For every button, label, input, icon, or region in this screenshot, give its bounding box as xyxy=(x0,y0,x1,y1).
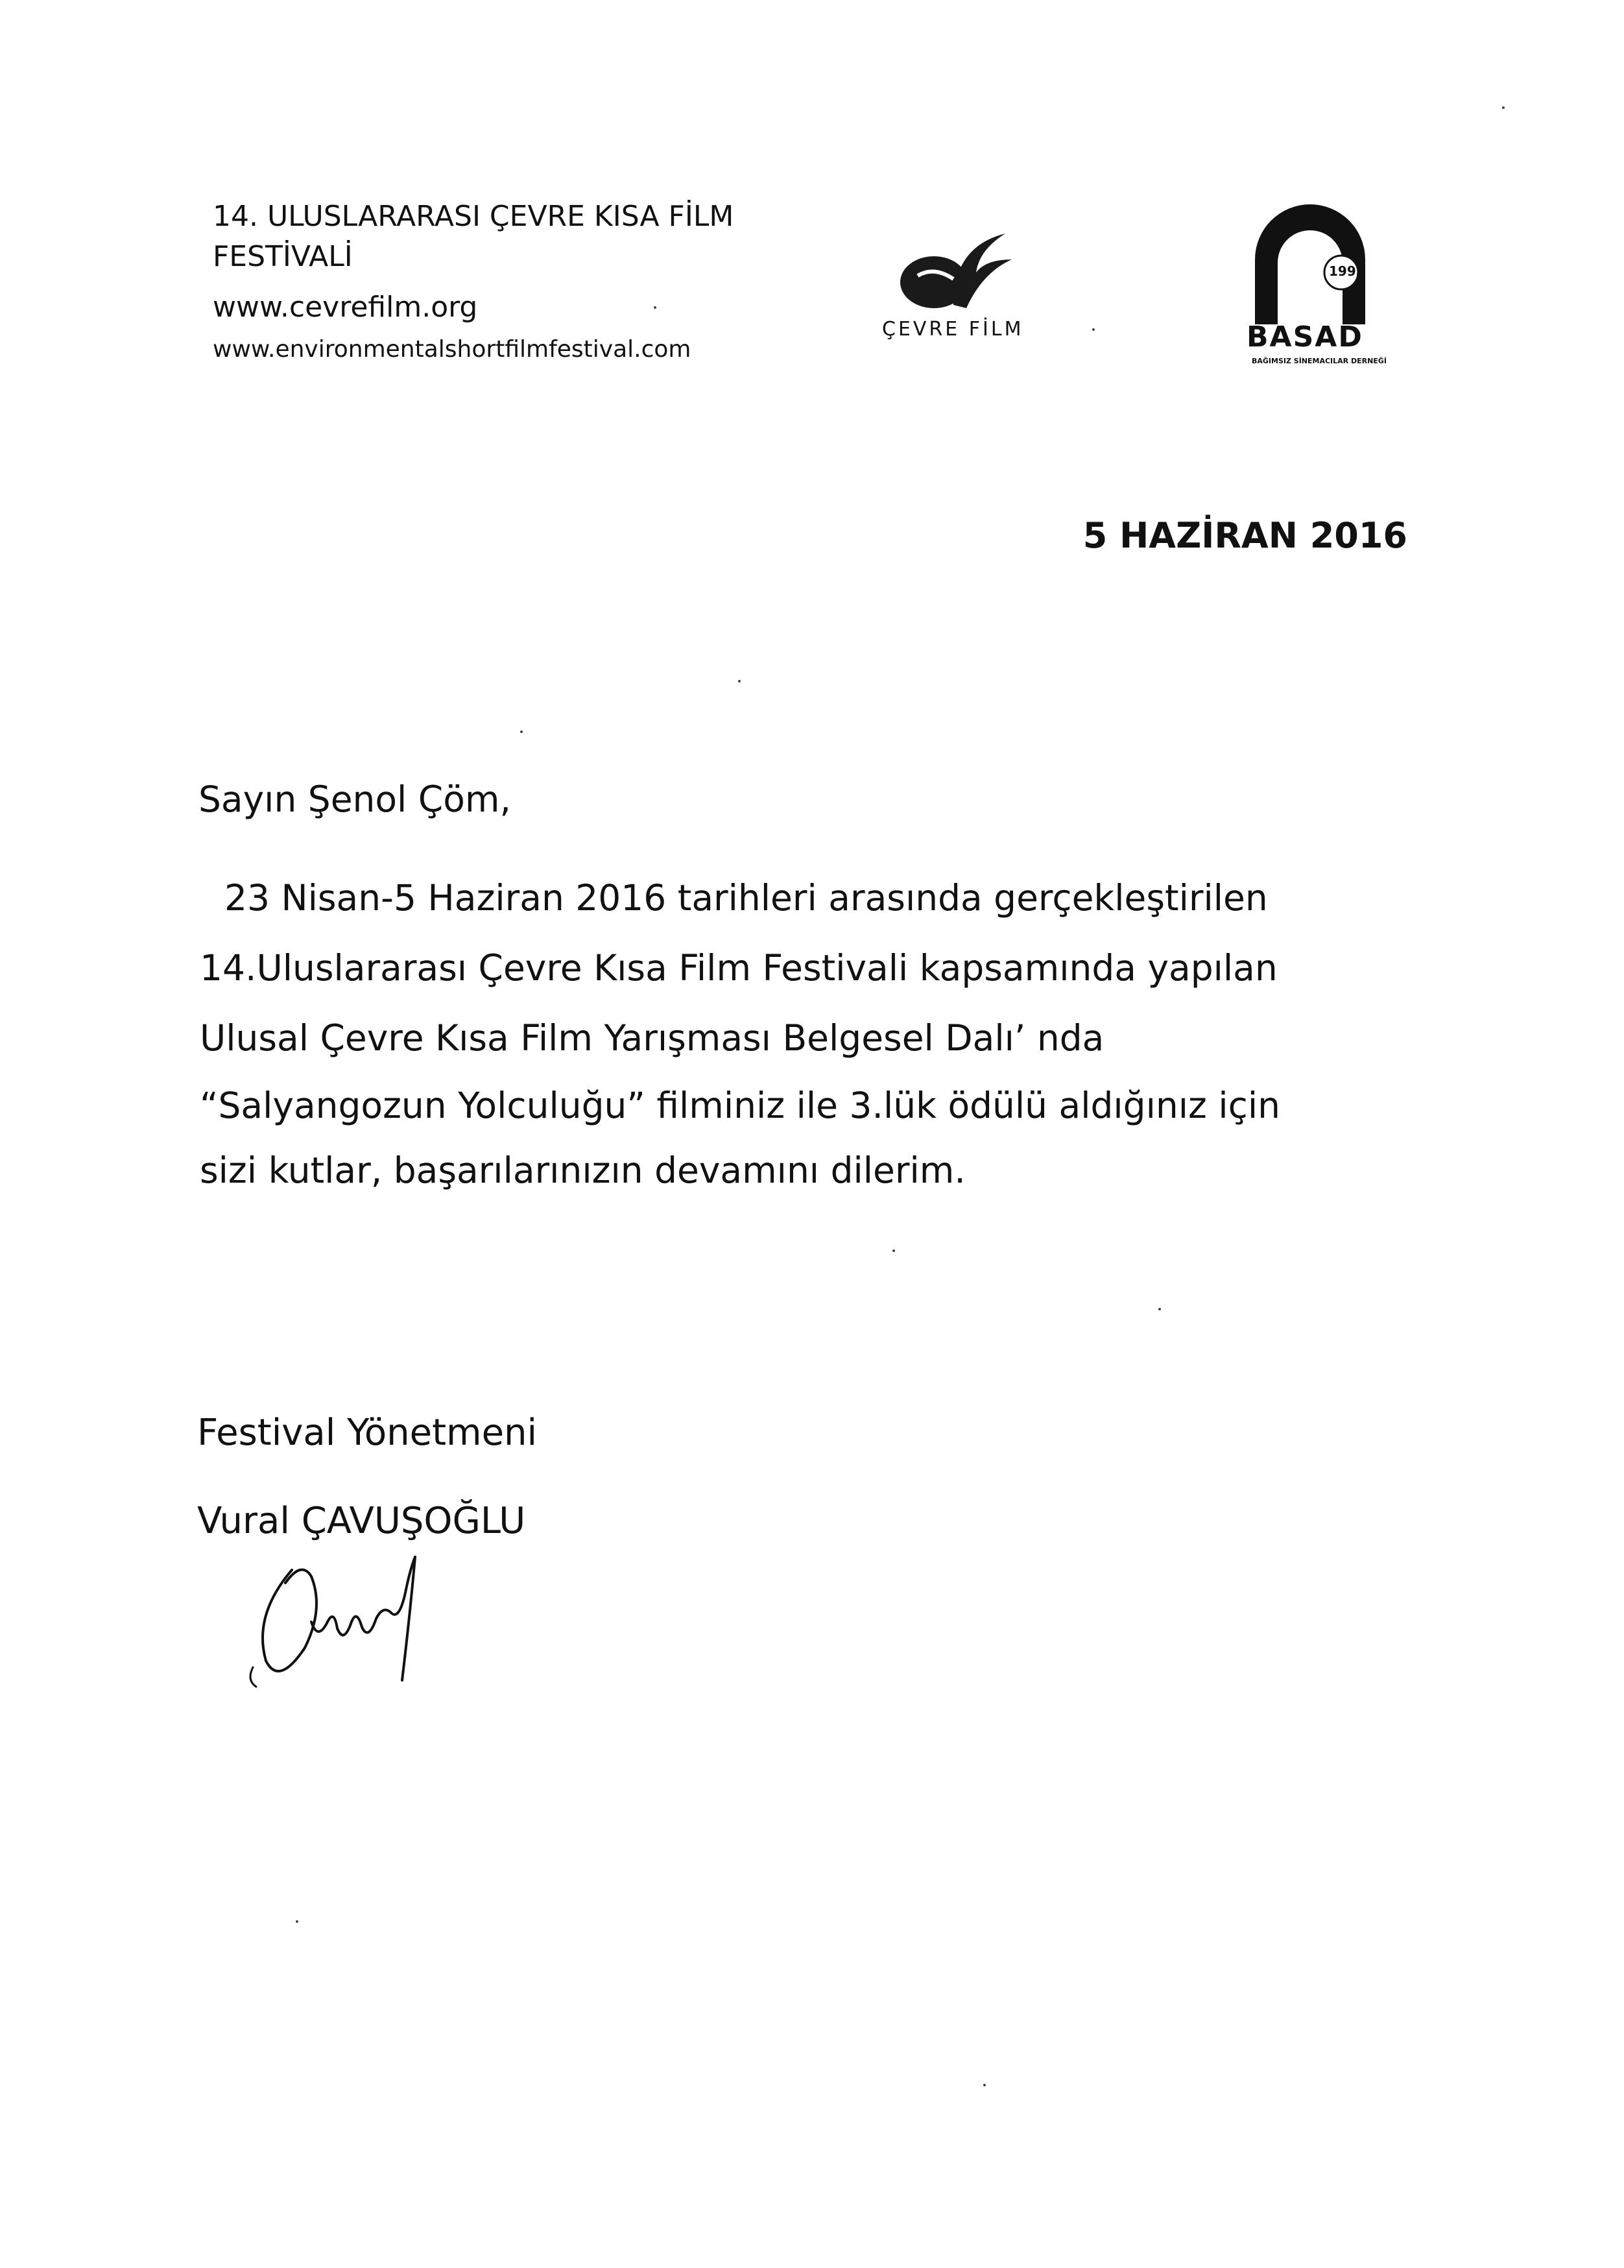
scan-speck xyxy=(296,1920,298,1923)
salutation: Sayın Şenol Çöm, xyxy=(198,778,511,820)
basad-logo xyxy=(1245,201,1387,376)
letter-date: 5 HAZİRAN 2016 xyxy=(1082,515,1407,556)
cevre-film-logo-icon xyxy=(856,221,1064,318)
scan-speck xyxy=(1092,328,1095,331)
closing-role: Festival Yönetmeni xyxy=(197,1412,538,1454)
closing-name: Vural ÇAVUŞOĞLU xyxy=(197,1500,526,1542)
website-primary[interactable]: www.cevrefilm.org xyxy=(213,291,478,324)
basad-subtitle: BAĞIMSIZ SİNEMACILAR DERNEĞİ xyxy=(1252,357,1387,365)
scan-speck xyxy=(1158,1308,1161,1310)
scan-speck xyxy=(892,1249,895,1252)
scan-speck xyxy=(983,2084,986,2086)
basad-name: BASAD xyxy=(1247,320,1363,354)
cevre-film-caption: ÇEVRE FİLM xyxy=(882,318,1024,341)
scan-speck xyxy=(1502,106,1505,109)
handwritten-signature-icon xyxy=(240,1531,499,1693)
scan-speck xyxy=(654,306,656,309)
cevre-film-logo xyxy=(856,221,1064,350)
basad-year: 1993 xyxy=(1329,263,1365,279)
body-line: 23 Nisan-5 Haziran 2016 tarihleri arasında gerçekleştirilen xyxy=(224,877,1268,919)
festival-name-line2: FESTİVALİ xyxy=(213,240,353,273)
basad-logo-icon xyxy=(1245,201,1375,324)
body-line: 14.Uluslararası Çevre Kısa Film Festivali kapsamında yapılan xyxy=(200,947,1278,989)
festival-name-line1: 14. ULUSLARARASI ÇEVRE KISA FİLM xyxy=(213,200,734,233)
body-line: Ulusal Çevre Kısa Film Yarışması Belgesel Dalı’ nda xyxy=(200,1017,1105,1059)
body-line: sizi kutlar, başarılarınızın devamını dilerim. xyxy=(200,1150,966,1191)
scan-speck xyxy=(738,680,741,682)
website-secondary[interactable]: www.environmentalshortfilmfestival.com xyxy=(213,336,691,363)
body-line: “Salyangozun Yolculuğu” filminiz ile 3.lük ödülü aldığınız için xyxy=(200,1085,1281,1126)
scan-speck xyxy=(520,730,523,733)
